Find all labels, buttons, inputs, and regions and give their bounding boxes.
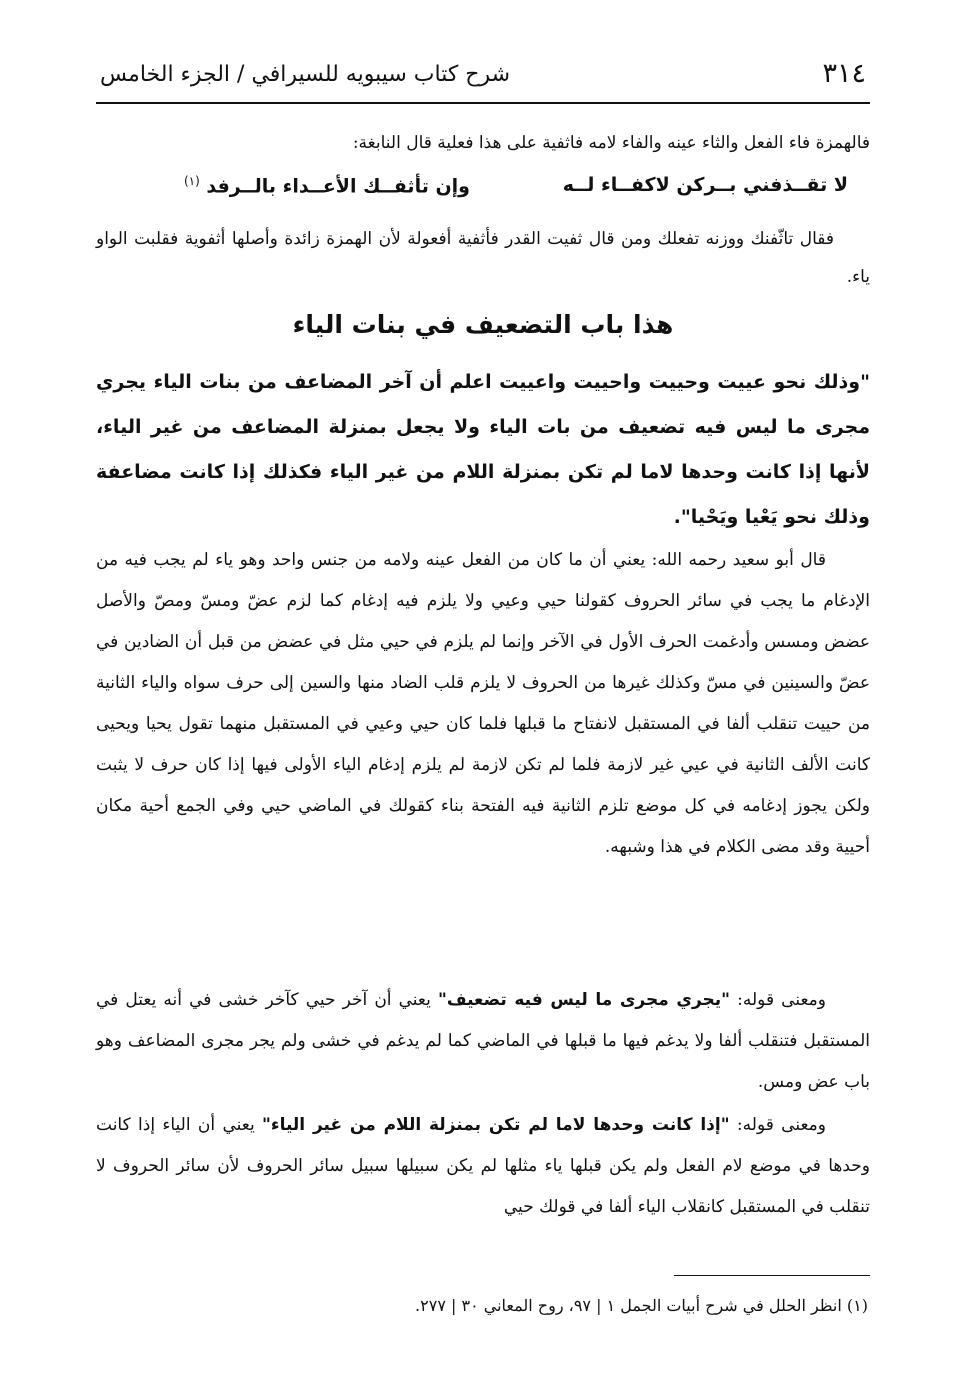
footnote: (١) انظر الحلل في شرح أبيات الجمل ١ | ٩٧، روح المعاني ٣٠ | ٢٧٧. (415, 1296, 868, 1315)
verse-explanation (96, 220, 870, 296)
intro-line: فالهمزة فاء الفعل والثاء عينه والفاء لامه فاثفية على هذا فعلية قال النابغة: (352, 133, 870, 153)
quoted-phrase: "إذا كانت وحدها لاما لم تكن بمنزلة اللام من غير الياء" (262, 1115, 730, 1135)
poetry-verse (108, 170, 848, 210)
paragraph-lead: ومعنى قوله: (729, 1115, 826, 1135)
footnote-marker: (١) (183, 174, 200, 188)
page-number: ٣١٤ (822, 58, 866, 89)
indent (834, 229, 870, 249)
commentary-paragraph-2 (96, 980, 870, 1103)
verse-hemistich-2-text: وإن تأثفــك الأعــداء بالــرفد (206, 175, 470, 198)
page-header (96, 52, 870, 104)
commentary-paragraph-3 (96, 1105, 870, 1228)
paragraph-text: يعني أن آخر حيي كآخر خشى في أنه يعتل في المستقبل فتنقلب ألفا ولا يدغم فيها ما قبلها في الماضي كما لم يدغم في خشى ولم يجر مجرى المضاعف وهو باب عض ومس. (96, 990, 870, 1092)
footnote-divider (674, 1275, 870, 1276)
book-page (96, 52, 870, 1352)
running-title: شرح كتاب سيبويه للسيرافي / الجزء الخامس (100, 62, 511, 87)
verse-explanation-text: فقال تاثّفنك ووزنه تفعلك ومن قال ثفيت القدر فأثفية أفعولة لأن الهمزة زائدة وأصلها أثفوية فقلبت الواو ياء. (96, 229, 870, 287)
paragraph-lead: ومعنى قوله: (730, 990, 826, 1010)
paragraph-text: قال أبو سعيد رحمه الله: يعني أن ما كان من الفعل عينه ولامه من جنس واحد وهو ياء لم يجب فيه من الإدغام ما يجب في سائر الحروف كقولنا حيي وعيي ولا يلزم فيه إدغام كما لزم عضّ ومسّ ومصّ والأصل عضض ومسس وأدغمت الحرف الأول في الآخر وإنما لم يلزم في حيي مثل في عضض من قبل أن الضادين في عضّ والسينين في مسّ وكذلك غيرها من الحروف لا يلزم قلب الضاد منها والسين إلى حرف سواه والياء الثانية من حييت تنقلب ألفا في المستقبل لانفتاح ما قبلها فلما كان حيي وعيي في المستقبل منهما تقول يحيا ويحيى كانت الألف الثانية في عيي غير لازمة فلما لم تكن لازمة لم يلزم إدغام الياء الأولى فيها إذا كان حرف لا يثبت ولكن يجوز إدغامه في كل موضع تلزم الثانية فيه الفتحة بناء كقولك في الماضي حيي وفي الجمع أحية مكان أحيية وقد مضى الكلام في هذا وشبهه. (96, 550, 870, 857)
verse-hemistich-2 (184, 174, 470, 197)
commentary-paragraph-1 (96, 540, 870, 868)
paragraph-text: يعني أن الياء إذا كانت وحدها في موضع لام الفعل ولم يكن قبلها ياء مثلها لم يكن سبيلها سبيل سائر الحروف لأن سائر الحروف لا تنقلب في المستقبل كانقلاب الياء ألفا في قولك حيي (96, 1115, 870, 1217)
section-heading: هذا باب التضعيف في بنات الياء (292, 310, 674, 339)
sibawayh-quote: "وذلك نحو عييت وحييت واحييت واعييت اعلم أن آخر المضاعف من بنات الياء يجري مجرى ما ليس فيه تضعيف من بات الياء ولا يجعل بمنزلة المضاعف من غير الياء، لأنها إذا كانت وحدها لاما لم تكن بمنزلة اللام من غير الياء فكذلك إذا كانت مضاعفة وذلك نحو يَعْيا ويَحْيا". (96, 371, 870, 528)
verse-hemistich-1: لا تقــذفني بــركن لاكفــاء لــه (562, 174, 848, 196)
quoted-phrase: "يجري مجرى ما ليس فيه تضعيف" (437, 990, 731, 1010)
